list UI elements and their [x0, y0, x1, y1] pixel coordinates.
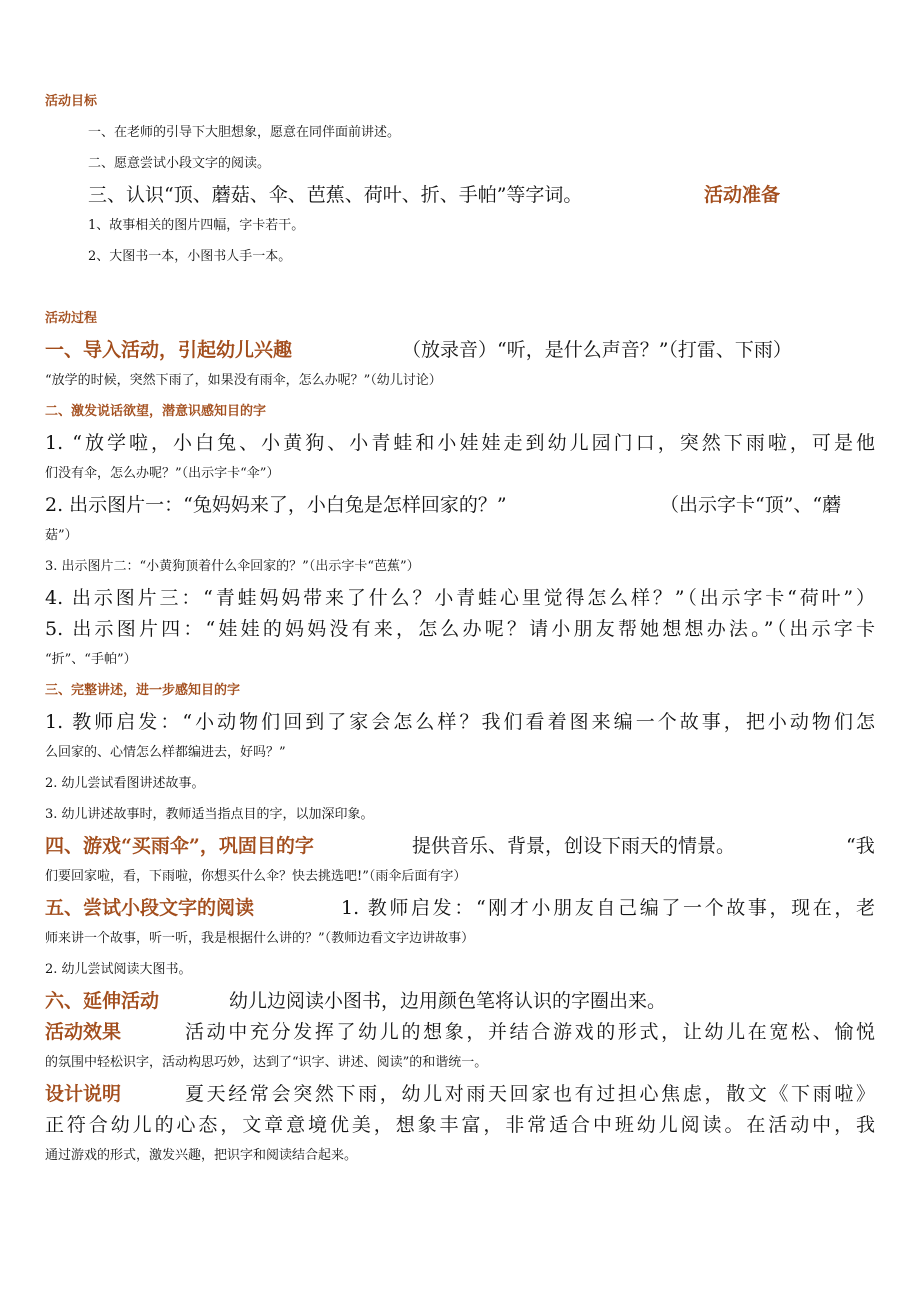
- step-2-line-3: 3. 出示图片二：“小黄狗顶着什么伞回家的？”（出示字卡“芭蕉”）: [45, 559, 420, 574]
- design-heading: 设计说明: [45, 1083, 122, 1105]
- step-5-text-1: 1. 教师启发：“刚才小朋友自己编了一个故事，现在，老: [341, 897, 875, 919]
- step-2-line-4: 4. 出示图片三：“青蛙妈妈带来了什么？小青蛙心里觉得怎么样？”（出示字卡“荷叶”）: [45, 587, 875, 609]
- effect-heading: 活动效果: [45, 1021, 122, 1043]
- prep-heading: 活动准备: [704, 184, 781, 206]
- step-3-title: 三、完整讲述，进一步感知目的字: [45, 683, 241, 698]
- step-2-line-5a: 5. 出示图片四：“娃娃的妈妈没有来，怎么办呢？请小朋友帮她想想办法。”（出示字卡: [45, 618, 875, 640]
- goal-item-3: 三、认识“顶、蘑菇、伞、芭蕉、荷叶、折、手帕”等字词。: [88, 184, 583, 206]
- step-1-text-1: （放录音）“听，是什么声音？”（打雷、下雨）: [402, 339, 792, 361]
- step-5-text-2: 师来讲一个故事，听一听，我是根据什么讲的？”（教师边看文字边讲故事）: [45, 931, 475, 946]
- step-5-text-3: 2. 幼儿尝试阅读大图书。: [45, 962, 192, 977]
- step-4-text-1-right: “我: [846, 835, 875, 857]
- step-2-line-2a-right: （出示字卡“顶”、“蘑: [660, 494, 842, 516]
- step-2-line-5b: “折”、“手帕”）: [45, 652, 137, 667]
- design-text-3: 通过游戏的形式，激发兴趣，把识字和阅读结合起来。: [45, 1148, 358, 1163]
- prep-item-2: 2、大图书一本，小图书人手一本。: [88, 249, 292, 264]
- process-heading: 活动过程: [45, 311, 98, 326]
- step-5-title: 五、尝试小段文字的阅读: [45, 897, 255, 919]
- step-1-title: 一、导入活动，引起幼儿兴趣: [45, 339, 293, 361]
- step-2-line-1a: 1. “放学啦，小白兔、小黄狗、小青蛙和小娃娃走到幼儿园门口，突然下雨啦，可是他: [45, 432, 875, 454]
- prep-item-1: 1、故事相关的图片四幅，字卡若干。: [88, 218, 305, 233]
- step-2-title: 二、激发说话欲望，潜意识感知目的字: [45, 404, 267, 419]
- step-1-text-2: “放学的时候，突然下雨了，如果没有雨伞，怎么办呢？”（幼儿讨论）: [45, 373, 442, 388]
- step-3-line-1a: 1. 教师启发：“小动物们回到了家会怎么样？我们看着图来编一个故事，把小动物们怎: [45, 711, 875, 733]
- step-4-text-1: 提供音乐、背景，创设下雨天的情景。: [412, 835, 736, 857]
- design-text-1: 夏天经常会突然下雨，幼儿对雨天回家也有过担心焦虑，散文《下雨啦》: [185, 1083, 875, 1105]
- step-6-title: 六、延伸活动: [45, 990, 160, 1012]
- step-3-line-1b: 么回家的、心情怎么样都编进去，好吗？”: [45, 745, 286, 760]
- effect-text-1: 活动中充分发挥了幼儿的想象，并结合游戏的形式，让幼儿在宽松、愉悦: [185, 1021, 875, 1043]
- step-3-line-2: 2. 幼儿尝试看图讲述故事。: [45, 776, 205, 791]
- step-2-line-1b: 们没有伞，怎么办呢？”（出示字卡“伞”）: [45, 466, 280, 481]
- effect-text-2: 的氛围中轻松识字，活动构思巧妙，达到了“识字、讲述、阅读”的和谐统一。: [45, 1055, 488, 1070]
- step-4-text-2: 们要回家啦，看，下雨啦，你想买什么伞？快去挑选吧!”（雨伞后面有字）: [45, 869, 467, 884]
- step-6-text: 幼儿边阅读小图书，边用颜色笔将认识的字圈出来。: [229, 990, 667, 1012]
- step-3-line-3: 3. 幼儿讲述故事时，教师适当指点目的字，以加深印象。: [45, 807, 374, 822]
- goal-item-2: 二、愿意尝试小段文字的阅读。: [88, 156, 271, 171]
- step-2-line-2b: 菇”）: [45, 528, 78, 543]
- design-text-2: 正符合幼儿的心态，文章意境优美，想象丰富，非常适合中班幼儿阅读。在活动中，我: [45, 1114, 875, 1136]
- goal-item-1: 一、在老师的引导下大胆想象，愿意在同伴面前讲述。: [88, 125, 401, 140]
- step-2-line-2a: 2. 出示图片一：“兔妈妈来了，小白兔是怎样回家的？”: [45, 494, 507, 516]
- goals-heading: 活动目标: [45, 94, 98, 109]
- step-4-title: 四、游戏“买雨伞”，巩固目的字: [45, 835, 314, 857]
